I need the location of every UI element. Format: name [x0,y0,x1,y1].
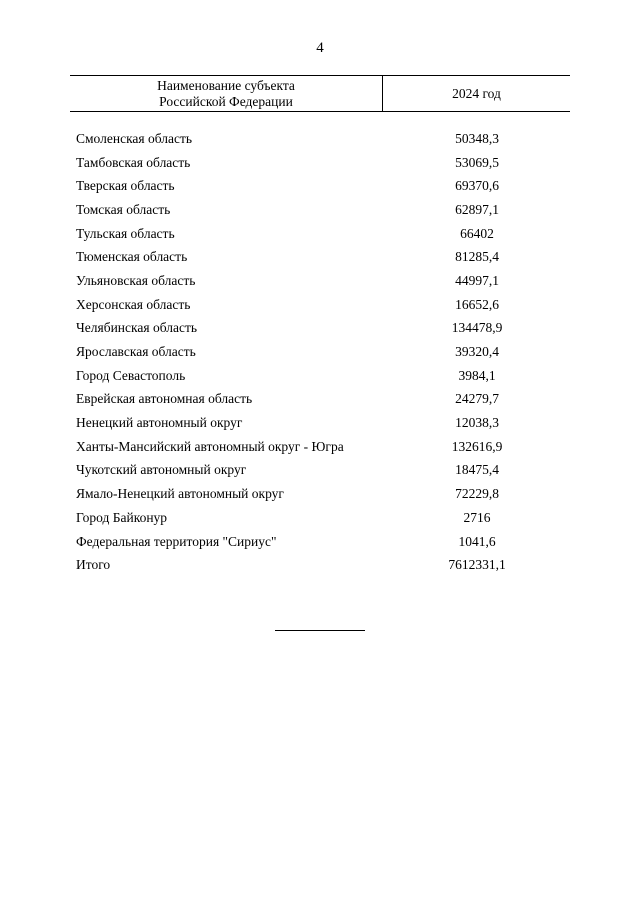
subject-value: 53069,5 [455,154,499,170]
subject-name: Ненецкий автономный округ [76,415,243,431]
subject-name: Ульяновская область [76,272,196,288]
header-subject-name-line1: Наименование субъекта [157,77,295,93]
subject-value: 134478,9 [451,320,503,336]
table-row [76,293,570,317]
subject-name: Ямало-Ненецкий автономный округ [76,486,284,502]
table-row [76,151,570,175]
subject-value: 12038,3 [455,415,499,431]
subject-name: Итого [76,557,111,573]
subject-name: Ярославская область [76,344,196,360]
subject-name: Федеральная территория "Сириус" [76,533,277,549]
subject-name: Тульская область [76,225,175,241]
table-row [76,459,570,483]
subject-name: Город Севастополь [76,367,186,383]
page-number: 4 [316,40,324,56]
table-row [76,317,570,341]
subject-value: 62897,1 [455,201,499,217]
subject-value: 44997,1 [455,272,499,288]
table-row [76,506,570,530]
table-row [76,340,570,364]
subject-value: 50348,3 [455,130,499,146]
table-row [76,174,570,198]
subject-name: Ханты-Мансийский автономный округ - Югра [76,438,344,454]
subject-name: Херсонская область [76,296,191,312]
table-row [76,269,570,293]
subject-name: Тверская область [76,178,175,194]
subject-value: 18475,4 [455,462,499,478]
subject-value: 3984,1 [458,367,496,383]
subject-value: 66402 [460,225,494,241]
subject-name: Смоленская область [76,130,193,146]
table-row [76,388,570,412]
table-row [76,364,570,388]
subject-value: 39320,4 [455,344,499,360]
subject-name: Томская область [76,201,171,217]
subject-value: 81285,4 [455,249,499,265]
table-header [70,75,570,112]
table-row [76,411,570,435]
subject-value: 69370,6 [455,178,499,194]
table-row [76,482,570,506]
subject-value: 16652,6 [455,296,499,312]
subject-value: 132616,9 [451,438,503,454]
table-row [76,198,570,222]
table-row [76,245,570,269]
subject-name: Челябинская область [76,320,198,336]
subject-value: 7612331,1 [448,557,506,573]
subject-value: 24279,7 [455,391,499,407]
header-subject-name-line2: Российской Федерации [159,93,293,109]
subject-name: Еврейская автономная область [76,391,253,407]
table-row [76,222,570,246]
table-row [76,127,570,151]
subject-name: Тамбовская область [76,154,191,170]
subject-name: Город Байконур [76,509,168,525]
subject-value: 2716 [463,509,491,525]
header-year: 2024 год [452,85,501,101]
subject-name: Чукотский автономный округ [76,462,247,478]
subject-value: 1041,6 [458,533,496,549]
subject-name: Тюменская область [76,249,188,265]
table-row [76,553,570,577]
end-divider [275,630,365,631]
table-row [76,435,570,459]
table-body [76,127,570,577]
table-row [76,530,570,554]
header-subject-name [70,76,383,111]
subject-value: 72229,8 [455,486,499,502]
